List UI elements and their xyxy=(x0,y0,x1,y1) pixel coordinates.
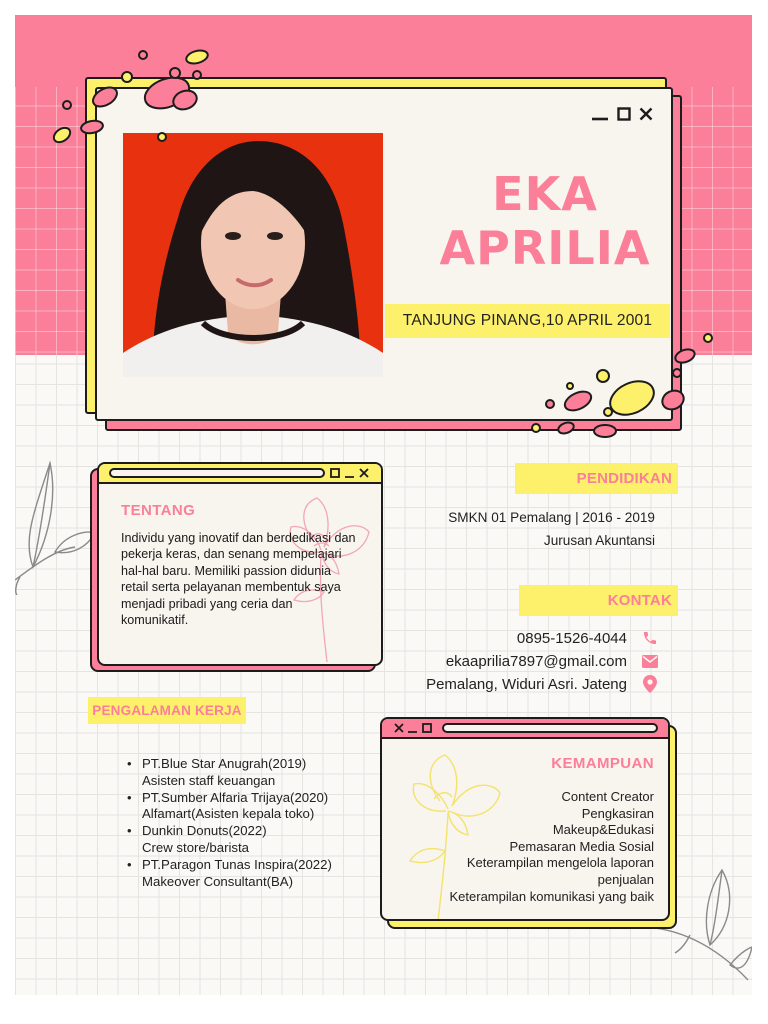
profile-photo xyxy=(123,133,383,377)
contact-email-row xyxy=(446,652,659,670)
close-icon xyxy=(639,107,653,121)
skills-card xyxy=(380,717,670,921)
list-item: Makeup&Edukasi xyxy=(552,822,654,838)
skills-card-titlebar xyxy=(382,719,668,739)
contact-label: KONTAK xyxy=(519,585,678,616)
window-controls-small xyxy=(392,722,434,734)
list-item: • PT.Blue Star Anugrah(2019) Asisten staff keuangan xyxy=(125,756,332,790)
last-name: APRILIA xyxy=(439,221,651,275)
leaf-line-art-left xyxy=(15,455,95,595)
list-item: Pengkasiran xyxy=(581,805,654,821)
list-item: Keterampilan komunikasi yang baik xyxy=(449,888,654,904)
birth-place-date: TANJUNG PINANG,10 APRIL 2001 xyxy=(385,304,670,338)
list-item: • Dunkin Donuts(2022) Crew store/barista xyxy=(125,823,332,857)
decorative-blobs-top xyxy=(47,45,227,155)
education-major: Jurusan Akuntansi xyxy=(543,533,655,548)
list-item: Keterampilan mengelola laporan penjualan xyxy=(466,855,654,887)
contact-address: Pemalang, Widuri Asri. Jateng xyxy=(426,675,627,693)
list-item: • PT.Paragon Tunas Inspira(2022) Makeover Consultant(BA) xyxy=(125,857,332,891)
phone-icon xyxy=(641,629,659,647)
maximize-icon xyxy=(617,107,631,121)
skills-title: KEMAMPUAN xyxy=(551,755,654,772)
location-pin-icon xyxy=(641,675,659,693)
experience-list xyxy=(125,756,332,890)
minimize-icon xyxy=(591,107,609,121)
contact-phone-row xyxy=(517,629,659,647)
experience-label: PENGALAMAN KERJA xyxy=(88,697,246,724)
education-label: PENDIDIKAN xyxy=(515,463,678,494)
about-card xyxy=(97,462,383,666)
education-details xyxy=(448,506,655,552)
mail-icon xyxy=(641,652,659,670)
about-title: TENTANG xyxy=(121,502,196,519)
full-name xyxy=(395,167,695,275)
about-text: Individu yang inovatif dan berdedikasi dan pekerja keras, dan senang mempelajari hal-hal baru. Memiliki passion didunia retail serta pelayanan membentuk saya menjadi pribadi yang ceria dan komunikatif. xyxy=(121,531,356,628)
skills-list xyxy=(414,789,654,905)
about-card-titlebar xyxy=(99,464,381,484)
contact-email: ekaaprilia7897@gmail.com xyxy=(445,652,627,670)
list-item: Pemasaran Media Sosial xyxy=(509,838,654,854)
window-controls xyxy=(591,107,653,121)
resume-page xyxy=(15,15,752,995)
contact-address-row xyxy=(426,675,659,693)
list-item: • PT.Sumber Alfaria Trijaya(2020) Alfamart(Asisten kepala toko) xyxy=(125,790,332,824)
list-item: Content Creator xyxy=(561,789,654,804)
first-name: EKA xyxy=(492,167,598,221)
contact-phone: 0895-1526-4044 xyxy=(516,629,627,647)
education-school: SMKN 01 Pemalang | 2016 - 2019 xyxy=(448,510,655,525)
window-controls-small xyxy=(329,467,371,479)
decorative-blobs-bottom xyxy=(510,330,720,445)
